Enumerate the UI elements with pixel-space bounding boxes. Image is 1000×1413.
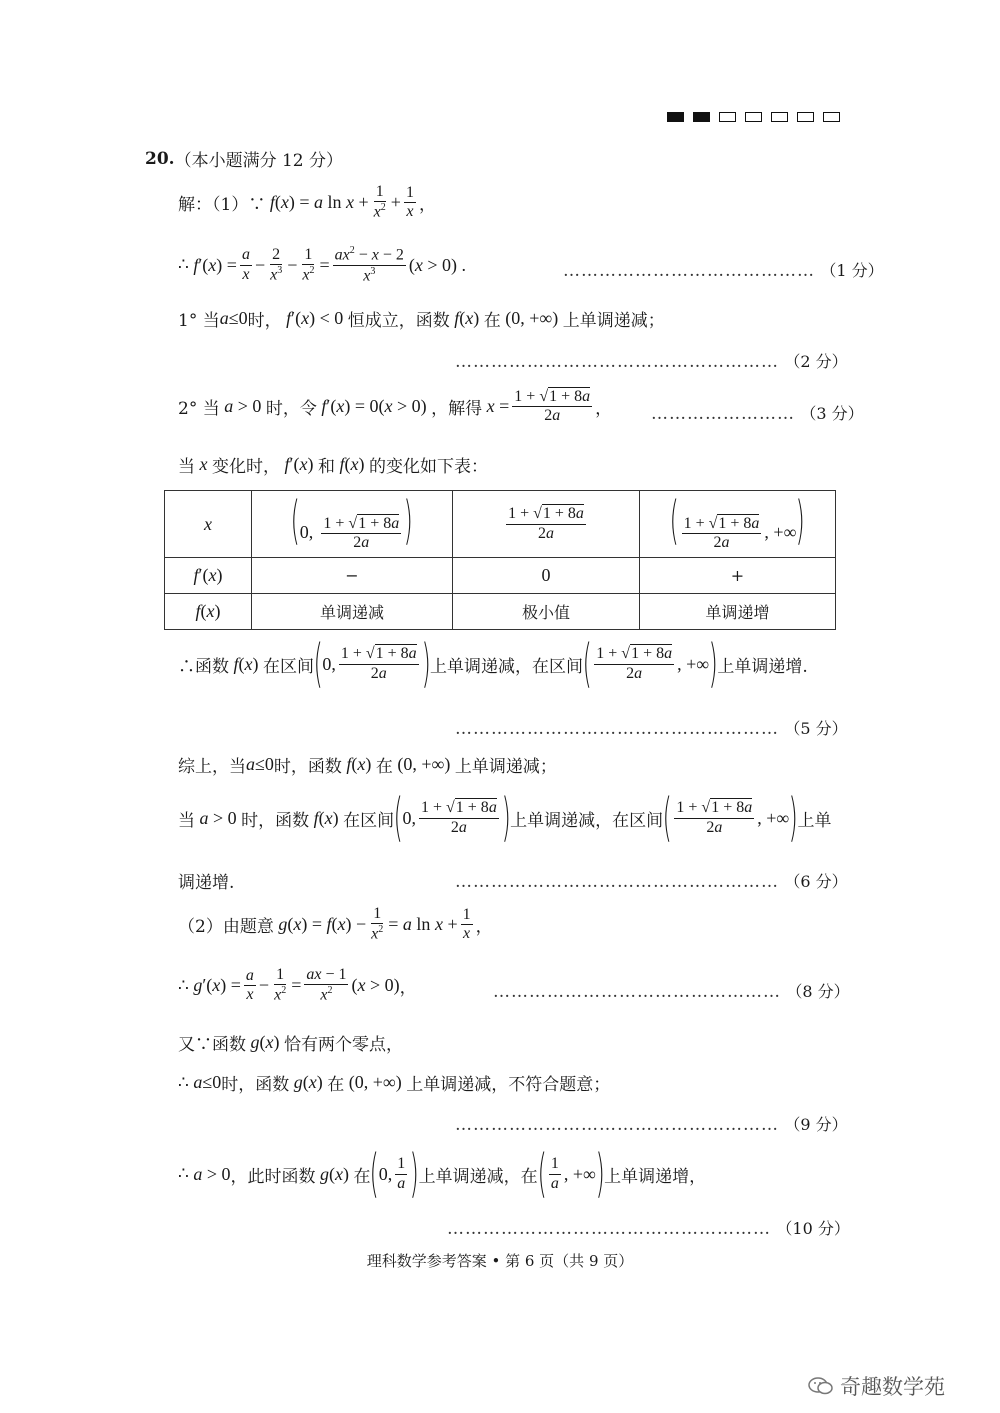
table-cell: 单调递增 (640, 594, 836, 630)
solution-line-1: 解：（1）∵ f(x) = a ln x + $\frac{1}{x^2}$ + $\frac{1}{x}$ ， (178, 183, 436, 221)
page-box-empty (745, 112, 762, 122)
page-box-empty (771, 112, 788, 122)
table-cell-critical: $\frac{1 + √1 + 8a}{2a}$ (453, 491, 640, 558)
score-leader-1: …………………………………… （1 分） (563, 261, 884, 281)
watermark-text: 奇趣数学苑 (840, 1375, 945, 1399)
summary-line-2: 当 a > 0 时，函数 f(x) 在区间 ( 0, $\frac{1 + √1 + 8a}{2a}$ ) 上单调递减，在区间 ( $\frac{1 + √1 + 8a}{2a}$ , +∞ ) 上单 (178, 788, 832, 848)
score-leader-2: ……………………………………………… （2 分） (455, 352, 848, 372)
table-row (165, 594, 836, 630)
page-indicator (667, 112, 849, 122)
score-leader-10: ……………………………………………… （10 分） (447, 1219, 850, 1239)
page-box-filled (693, 112, 710, 122)
table-head-x: x (165, 491, 252, 558)
table-cell: 0 (453, 558, 640, 594)
page-box-filled (667, 112, 684, 122)
table-cell-interval-1: (0, $\frac{1 + √1 + 8a}{2a}$ ) (252, 491, 453, 558)
table-head-f: f(x) (165, 594, 252, 630)
derivative-line: ∴ f′(x) = $\frac{a}{x}$ − $\frac{2}{x^3}$ − $\frac{1}{x^2}$ = $\frac{ax^2 - x - 2}{x^3}$ (x > 0) . (178, 245, 467, 285)
score-leader-8: ………………………………………… （8 分） (493, 982, 850, 1002)
table-cell-interval-2: ( $\frac{1 + √1 + 8a}{2a}$ , +∞) (640, 491, 836, 558)
part2-derivative: ∴ g′(x) = $\frac{a}{x}$ − $\frac{1}{x^2}$ = $\frac{ax - 1}{x^2}$ (x > 0) ， (178, 966, 417, 1004)
case-1-line: 1° 当 a≤0 时， f′(x) < 0 恒成立，函数 f(x) 在 (0, +∞) 上单调递减； (178, 308, 665, 331)
score-leader-3: …………………… （3 分） (651, 404, 864, 424)
score-leader-9: ……………………………………………… （9 分） (455, 1115, 848, 1135)
page-box-empty (719, 112, 736, 122)
table-row (165, 558, 836, 594)
part2-line-5: ∴ a > 0 ，此时函数 g(x) 在 ( 0, $\frac{1}{a}$ ) 上单调递减，在 ( $\frac{1}{a}$ , +∞ ) 上单调递增， (178, 1144, 707, 1204)
table-row (165, 491, 836, 558)
summary-line-1: 综上，当 a≤0 时，函数 f(x) 在 (0, +∞) 上单调递减； (178, 754, 557, 777)
table-cell: 极小值 (453, 594, 640, 630)
variation-table (164, 490, 836, 630)
problem-header (145, 146, 343, 171)
monotonic-conclusion: ∴函数 f(x) 在区间 ( 0, $\frac{1 + √1 + 8a}{2a}$ ) 上单调递减，在区间 ( $\frac{1 + √1 + 8a}{2a}$ , +∞ ) 上单调递增. (178, 634, 808, 694)
score-leader-6: ……………………………………………… （6 分） (455, 872, 848, 892)
table-cell: 单调递减 (252, 594, 453, 630)
summary-line-3: 调递增. (178, 873, 235, 893)
part2-line-4: ∴ a≤0 时，函数 g(x) 在 (0, +∞) 上单调递减，不符合题意； (178, 1072, 611, 1095)
table-head-fprime: f′(x) (165, 558, 252, 594)
page-box-empty (823, 112, 840, 122)
case-2-line: 2° 当 a > 0 时，令 f′(x) = 0(x > 0) ，解得 x = $\frac{1 + √1 + 8a}{2a}$ ， (178, 388, 613, 425)
page-footer: 理科数学参考答案 • 第 6 页（共 9 页） (366, 1252, 634, 1270)
problem-number: 20. (145, 148, 175, 169)
problem-points: （本小题满分 12 分） (174, 151, 344, 171)
part2-line-1: （2）由题意 g(x) = f(x) − $\frac{1}{x^2}$ = a ln x + $\frac{1}{x}$ ， (178, 905, 493, 943)
table-intro: 当 x 变化时， f′(x) 和 f(x) 的变化如下表： (178, 454, 488, 477)
score-leader-5: ……………………………………………… （5 分） (455, 719, 848, 739)
table-cell: − (252, 558, 453, 594)
table-cell: + (640, 558, 836, 594)
watermark (808, 1371, 945, 1401)
part2-line-3: 又∵函数 g(x) 恰有两个零点， (178, 1032, 403, 1055)
page-box-empty (797, 112, 814, 122)
wechat-icon (808, 1376, 834, 1396)
